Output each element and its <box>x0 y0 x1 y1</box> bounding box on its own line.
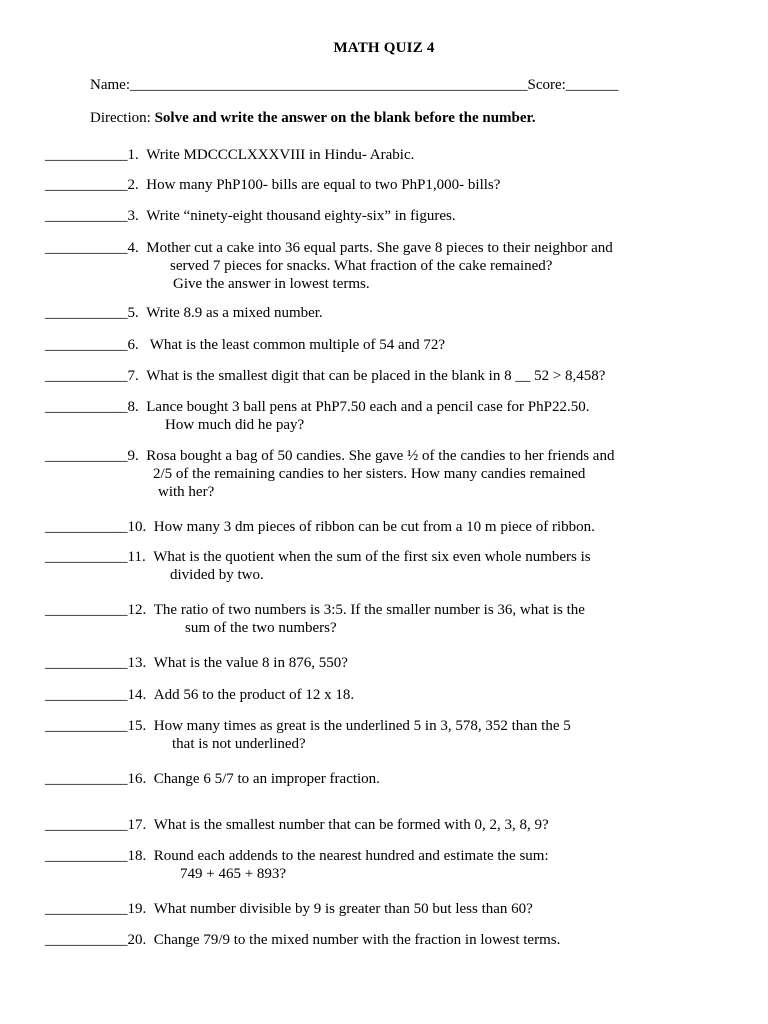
page-title: MATH QUIZ 4 <box>333 40 435 56</box>
question-number: 6. <box>127 337 139 353</box>
question-first-line <box>45 654 745 672</box>
question-number: 1. <box>127 147 139 163</box>
question-text: Write 8.9 as a mixed number. <box>146 305 323 321</box>
question-first-line <box>45 717 745 735</box>
question-first-line <box>45 548 745 566</box>
question-number: 16. <box>127 771 147 787</box>
question-text: What is the smallest number that can be formed with 0, 2, 3, 8, 9? <box>153 817 549 833</box>
question-number: 11. <box>127 549 146 565</box>
question-item <box>45 900 745 918</box>
answer-blank: ___________ <box>45 602 128 618</box>
question-number: 17. <box>127 817 147 833</box>
question-continuation-line: with her? <box>158 484 215 500</box>
question-item <box>45 239 745 293</box>
question-continuation-line: divided by two. <box>170 567 264 583</box>
question-number: 20. <box>127 932 147 948</box>
question-text: What number divisible by 9 is greater than 50 but less than 60? <box>153 901 533 917</box>
question-number: 9. <box>127 448 139 464</box>
question-item <box>45 654 745 672</box>
question-item <box>45 207 745 225</box>
question-text: What is the least common multiple of 54 and 72? <box>146 337 446 353</box>
question-text: Lance bought 3 ball pens at PhP7.50 each and a pencil case for PhP22.50. <box>146 399 590 415</box>
question-item <box>45 770 745 788</box>
question-item <box>45 601 745 637</box>
question-first-line <box>45 770 745 788</box>
question-text: Write “ninety-eight thousand eighty-six” in figures. <box>146 208 456 224</box>
question-item <box>45 447 745 501</box>
direction <box>90 110 536 127</box>
question-item <box>45 816 745 834</box>
question-continuation-line: sum of the two numbers? <box>185 620 337 636</box>
question-item <box>45 931 745 949</box>
question-text: Change 6 5/7 to an improper fraction. <box>153 771 380 787</box>
question-item <box>45 398 745 434</box>
answer-blank: ___________ <box>45 305 128 321</box>
question-continuation-line: How much did he pay? <box>165 417 305 433</box>
question-number: 15. <box>127 718 147 734</box>
answer-blank: ___________ <box>45 771 128 787</box>
question-item <box>45 847 745 883</box>
answer-blank: ___________ <box>45 519 128 535</box>
question-number: 8. <box>127 399 139 415</box>
answer-blank: ___________ <box>45 655 128 671</box>
answer-blank: ___________ <box>45 448 128 464</box>
question-first-line <box>45 601 745 619</box>
question-number: 7. <box>127 368 139 384</box>
question-first-line <box>45 336 745 354</box>
answer-blank: ___________ <box>45 817 128 833</box>
question-item <box>45 367 745 385</box>
question-item <box>45 518 745 536</box>
direction-text: Solve and write the answer on the blank before the number. <box>154 110 536 126</box>
question-text: The ratio of two numbers is 3:5. If the smaller number is 36, what is the <box>153 602 585 618</box>
answer-blank: ___________ <box>45 240 128 256</box>
question-text: What is the value 8 in 876, 550? <box>153 655 348 671</box>
answer-blank: ___________ <box>45 932 128 948</box>
question-item <box>45 548 745 584</box>
direction-label: Direction: <box>90 110 151 126</box>
question-text: Change 79/9 to the mixed number with the fraction in lowest terms. <box>153 932 561 948</box>
question-first-line <box>45 931 745 949</box>
answer-blank: ___________ <box>45 549 128 565</box>
question-item <box>45 304 745 322</box>
question-first-line <box>45 847 745 865</box>
question-first-line <box>45 146 745 164</box>
score-label: Score: <box>527 77 566 93</box>
question-first-line <box>45 398 745 416</box>
answer-blank: ___________ <box>45 368 128 384</box>
question-continuation-line: Give the answer in lowest terms. <box>173 276 370 292</box>
answer-blank: ___________ <box>45 901 128 917</box>
answer-blank: ___________ <box>45 848 128 864</box>
name-label: Name: <box>90 77 130 93</box>
header-line <box>90 77 618 94</box>
question-text: How many PhP100- bills are equal to two PhP1,000- bills? <box>146 177 501 193</box>
question-number: 19. <box>127 901 147 917</box>
question-continuation-line: served 7 pieces for snacks. What fraction of the cake remained? <box>170 258 553 274</box>
question-item <box>45 176 745 194</box>
question-text: What is the smallest digit that can be placed in the blank in 8 __ 52 > 8,458? <box>146 368 606 384</box>
question-first-line <box>45 816 745 834</box>
answer-blank: ___________ <box>45 337 128 353</box>
question-text: Add 56 to the product of 12 x 18. <box>153 687 355 703</box>
question-first-line <box>45 176 745 194</box>
score-blank: _______ <box>565 77 619 93</box>
question-text: Mother cut a cake into 36 equal parts. She gave 8 pieces to their neighbor and <box>146 240 613 256</box>
question-first-line <box>45 304 745 322</box>
answer-blank: ___________ <box>45 208 128 224</box>
question-first-line <box>45 686 745 704</box>
name-blank: _____________________________________________________ <box>129 77 528 93</box>
answer-blank: ___________ <box>45 177 128 193</box>
question-number: 4. <box>127 240 139 256</box>
question-text: Round each addends to the nearest hundred and estimate the sum: <box>153 848 549 864</box>
question-item <box>45 686 745 704</box>
question-item <box>45 146 745 164</box>
question-first-line <box>45 900 745 918</box>
question-number: 13. <box>127 655 147 671</box>
question-number: 14. <box>127 687 147 703</box>
answer-blank: ___________ <box>45 147 128 163</box>
question-text: What is the quotient when the sum of the first six even whole numbers is <box>153 549 591 565</box>
question-continuation-line: 749 + 465 + 893? <box>180 866 287 882</box>
question-number: 18. <box>127 848 147 864</box>
answer-blank: ___________ <box>45 687 128 703</box>
question-continuation-line: 2/5 of the remaining candies to her sisters. How many candies remained <box>153 466 586 482</box>
question-first-line <box>45 239 745 257</box>
question-item <box>45 336 745 354</box>
question-text: How many 3 dm pieces of ribbon can be cut from a 10 m piece of ribbon. <box>153 519 595 535</box>
answer-blank: ___________ <box>45 718 128 734</box>
question-first-line <box>45 447 745 465</box>
question-first-line <box>45 207 745 225</box>
question-text: Rosa bought a bag of 50 candies. She gave ½ of the candies to her friends and <box>146 448 615 464</box>
question-item <box>45 717 745 753</box>
question-text: Write MDCCCLXXXVIII in Hindu- Arabic. <box>146 147 415 163</box>
question-number: 10. <box>127 519 147 535</box>
question-number: 12. <box>127 602 147 618</box>
answer-blank: ___________ <box>45 399 128 415</box>
question-number: 2. <box>127 177 139 193</box>
question-continuation-line: that is not underlined? <box>172 736 306 752</box>
question-number: 3. <box>127 208 139 224</box>
question-first-line <box>45 367 745 385</box>
question-number: 5. <box>127 305 139 321</box>
question-first-line <box>45 518 745 536</box>
question-text: How many times as great is the underlined 5 in 3, 578, 352 than the 5 <box>153 718 571 734</box>
